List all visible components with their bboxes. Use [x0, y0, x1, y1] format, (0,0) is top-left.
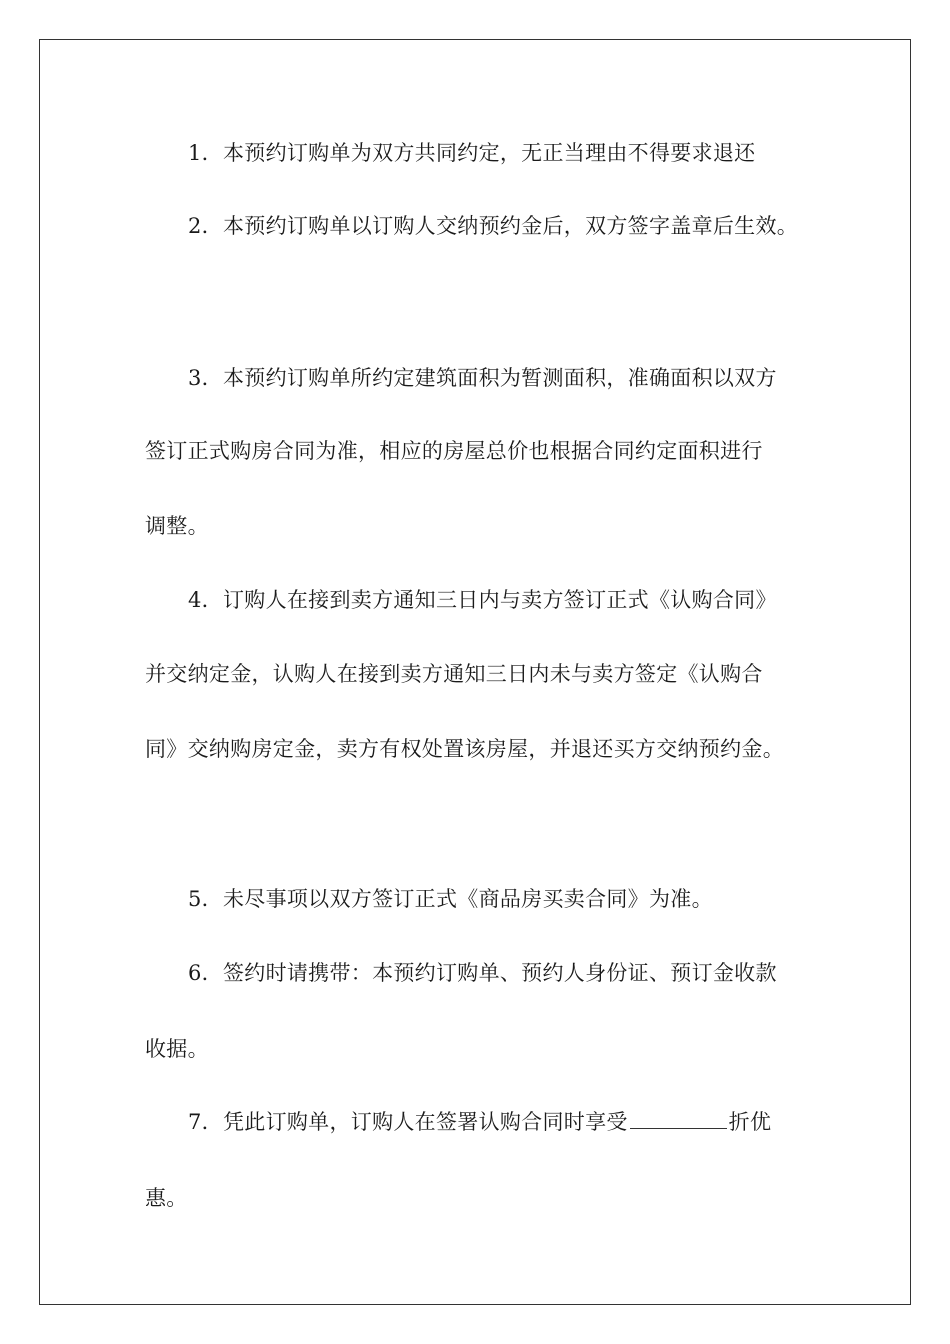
- clause-1-line-1: [188, 139, 755, 167]
- clause-2-line-1: [188, 212, 798, 240]
- clause-5-number: 5．: [188, 887, 223, 911]
- clause-6-line-2: 收据。: [145, 1037, 209, 1061]
- clause-2-text: 本预约订购单以订购人交纳预约金后，双方签字盖章后生效。: [222, 214, 799, 238]
- clause-1-text: 本预约订购单为双方共同约定，无正当理由不得要求退还: [222, 141, 756, 165]
- clause-7-text-1: 凭此订购单，订购人在签署认购合同时享受: [222, 1110, 628, 1134]
- clause-4-number: 4．: [188, 588, 223, 612]
- clause-7-text-suffix: 折优: [728, 1110, 772, 1134]
- clause-1-number: 1．: [188, 141, 223, 165]
- clause-2-number: 2．: [188, 214, 223, 238]
- clause-7-number: 7．: [188, 1110, 223, 1134]
- clause-3-number: 3．: [188, 366, 223, 390]
- clause-4-text-1: 订购人在接到卖方通知三日内与卖方签订正式《认购合同》: [222, 588, 777, 612]
- clause-4-line-1: [188, 586, 777, 614]
- clause-3-text-1: 本预约订购单所约定建筑面积为暂测面积，准确面积以双方: [222, 366, 777, 390]
- clause-6-number: 6．: [188, 961, 223, 985]
- discount-blank-field[interactable]: [630, 1108, 727, 1129]
- clause-3-line-2: 签订正式购房合同为准，相应的房屋总价也根据合同约定面积进行: [145, 439, 763, 463]
- clause-5-text: 未尽事项以双方签订正式《商品房买卖合同》为准。: [222, 887, 713, 911]
- clause-4-line-3: 同》交纳购房定金，卖方有权处置该房屋，并退还买方交纳预约金。: [145, 737, 784, 761]
- clause-3-line-3: 调整。: [145, 514, 209, 538]
- clause-5-line-1: [188, 885, 713, 913]
- clause-6-text-1: 签约时请携带：本预约订购单、预约人身份证、预订金收款: [222, 961, 777, 985]
- clause-7-line-1: [188, 1108, 771, 1136]
- clause-3-line-1: [188, 364, 777, 392]
- clause-6-line-1: [188, 959, 777, 987]
- clause-4-line-2: 并交纳定金，认购人在接到卖方通知三日内未与卖方签定《认购合: [145, 662, 763, 686]
- clause-7-line-2: 惠。: [145, 1186, 188, 1210]
